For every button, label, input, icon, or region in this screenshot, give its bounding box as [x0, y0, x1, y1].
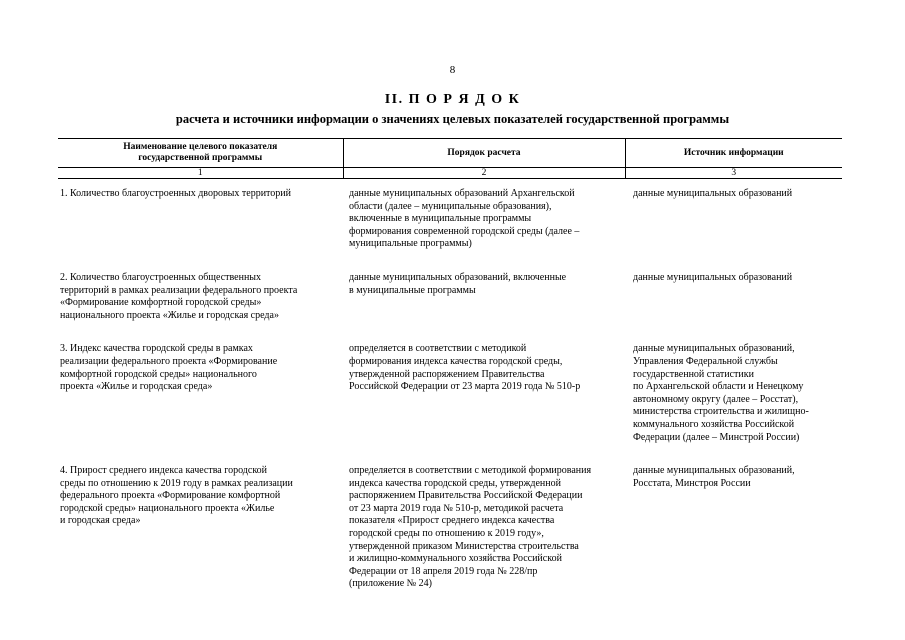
text-line: данные муниципальных образований, — [633, 343, 795, 355]
text-line: включенные в муниципальные программы — [349, 213, 532, 225]
text-line: индекса качества городской среды, утвержденной — [349, 477, 561, 489]
page-number: 8 — [449, 64, 456, 76]
column-number: 3 — [625, 168, 842, 179]
header-indicator-name — [58, 139, 343, 168]
indicator-cell — [58, 179, 343, 263]
header-line: Наименование целевого показателя — [123, 142, 278, 152]
header-line: государственной программы — [138, 153, 263, 163]
text-line: городской среды» национального проекта «Жилье — [60, 502, 275, 514]
text-line: городской среды по отношению к 2019 году», — [349, 528, 544, 540]
text-line: коммунального хозяйства Российской — [633, 418, 795, 430]
text-line: государственной статистики — [633, 368, 754, 380]
source-cell — [625, 179, 842, 263]
header-calculation-method — [343, 139, 625, 168]
text-line: данные муниципальных образований — [633, 188, 793, 199]
header-line: Порядок расчета — [447, 147, 521, 158]
text-line: по Архангельской области и Ненецкому — [633, 381, 804, 393]
column-number-row — [58, 168, 842, 179]
text-line: Управления Федеральной службы — [633, 355, 778, 367]
text-line: министерства строительства и жилищно- — [633, 406, 809, 418]
text-line: комфортной городской среды» национального — [60, 368, 257, 380]
indicator-cell — [58, 263, 343, 334]
table-row — [58, 179, 842, 263]
text-line: реализации федерального проекта «Формирование — [60, 355, 278, 367]
text-line: Российской Федерации от 23 марта 2019 года № 510-р — [349, 381, 581, 393]
table-row — [58, 334, 842, 456]
text-line: области (далее – муниципальные образования), — [349, 200, 552, 212]
text-line: 3. Индекс качества городской среды в рамках — [60, 343, 253, 355]
method-cell — [343, 179, 625, 263]
text-line: 1. Количество благоустроенных дворовых территорий — [60, 188, 291, 199]
text-line: «Формирование комфортной городской среды» — [60, 297, 262, 309]
method-cell — [343, 456, 625, 603]
text-line: и жилищно-коммунального хозяйства Российской — [349, 553, 562, 565]
text-line: данные муниципальных образований Архангельской — [349, 188, 575, 199]
header-information-source — [625, 139, 842, 168]
source-cell — [625, 456, 842, 603]
section-subtitle: расчета и источники информации о значениях целевых показателей государственной программы — [175, 112, 730, 126]
column-number: 1 — [58, 168, 343, 179]
text-line: показателя «Прирост среднего индекса качества — [349, 515, 555, 527]
text-line: Росстата, Минстроя России — [633, 477, 751, 489]
text-line: 2. Количество благоустроенных общественных — [60, 271, 262, 283]
text-line: 4. Прирост среднего индекса качества городской — [60, 465, 268, 477]
source-cell — [625, 334, 842, 456]
table-header — [58, 139, 842, 168]
table-body — [58, 168, 842, 604]
text-line: распоряжением Правительства Российской Федерации — [349, 490, 583, 502]
text-line: Федерации (далее – Минстрой России) — [633, 431, 800, 443]
header-line: Источник информации — [683, 147, 784, 158]
text-line: (приложение № 24) — [349, 578, 433, 590]
section-title: II. П О Р Я Д О К — [384, 92, 521, 107]
text-line: проекта «Жилье и городская среда» — [60, 381, 213, 393]
text-line: данные муниципальных образований — [633, 271, 793, 283]
text-line: территорий в рамках реализации федерального проекта — [60, 284, 298, 296]
text-line: данные муниципальных образований, — [633, 465, 795, 477]
text-line: утвержденной приказом Министерства строительства — [349, 540, 579, 552]
text-line: утвержденной распоряжением Правительства — [349, 368, 545, 380]
text-line: данные муниципальных образований, включенные — [349, 271, 567, 283]
method-cell — [343, 334, 625, 456]
text-line: и городская среда» — [60, 515, 141, 527]
text-line: автономному округу (далее – Росстат), — [633, 393, 799, 405]
text-line: в муниципальные программы — [349, 284, 476, 296]
indicator-cell — [58, 456, 343, 603]
text-line: муниципальные программы) — [349, 238, 472, 250]
text-line: национального проекта «Жилье и городская среда» — [60, 309, 279, 321]
text-line: Федерации от 18 апреля 2019 года № 228/пр — [349, 565, 538, 577]
table-row — [58, 263, 842, 334]
text-line: определяется в соответствии с методикой формирования — [349, 465, 592, 477]
indicators-table — [58, 138, 842, 603]
text-line: определяется в соответствии с методикой — [349, 343, 527, 355]
text-line: федерального проекта «Формирование комфортной — [60, 490, 281, 502]
text-line: формирования индекса качества городской среды, — [349, 355, 563, 367]
text-line: формирования современной городской среды (далее – — [349, 225, 580, 237]
text-line: среды по отношению к 2019 году в рамках реализации — [60, 477, 293, 489]
source-cell — [625, 263, 842, 334]
column-number: 2 — [343, 168, 625, 179]
indicator-cell — [58, 334, 343, 456]
text-line: от 23 марта 2019 года № 510-р, методикой расчета — [349, 502, 564, 514]
method-cell — [343, 263, 625, 334]
table-row — [58, 456, 842, 603]
